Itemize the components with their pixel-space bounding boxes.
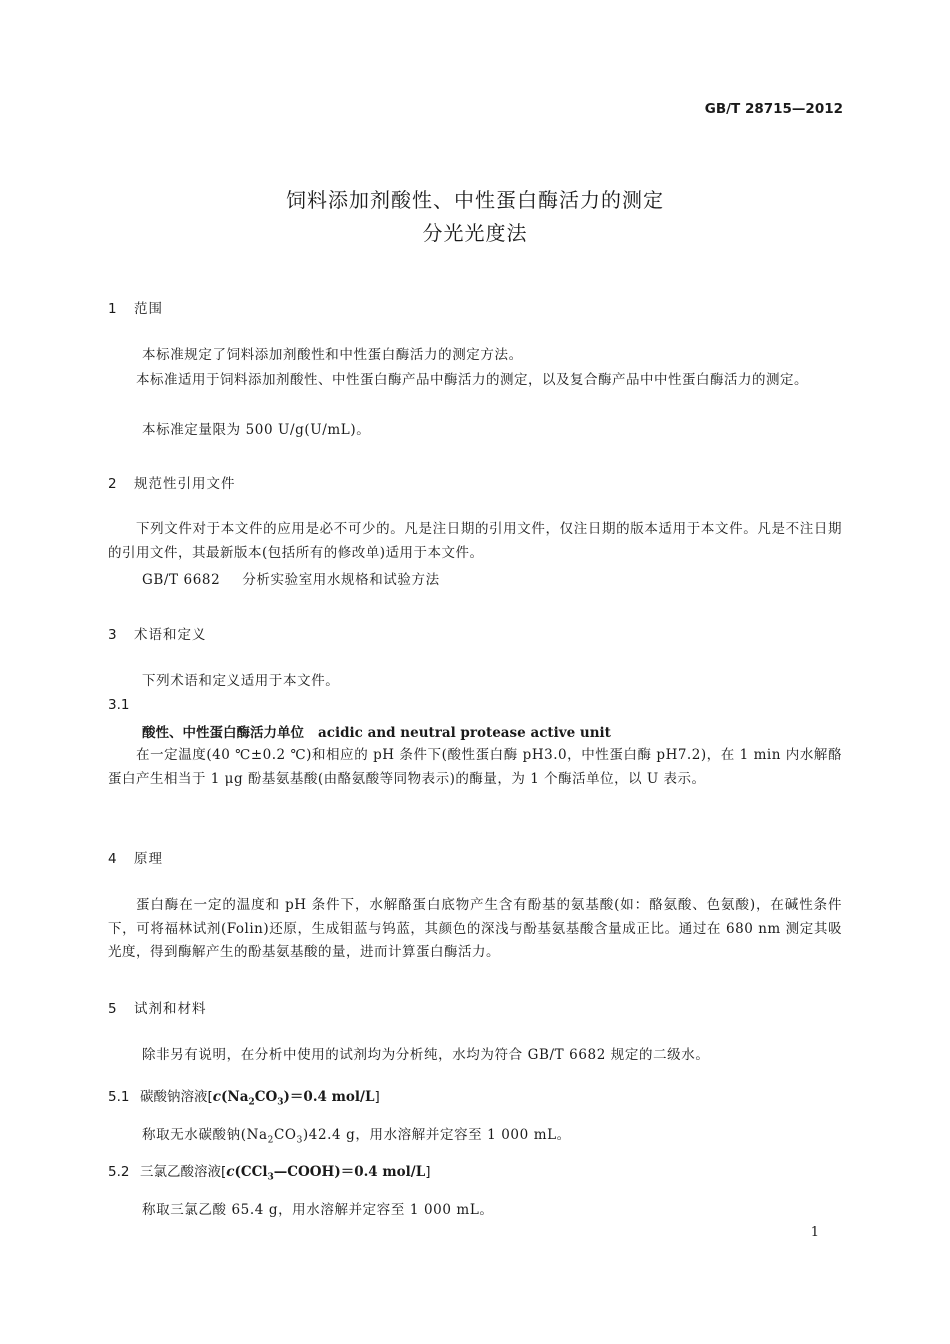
formula-part: (CCl xyxy=(234,1164,268,1180)
section-title: 范围 xyxy=(134,301,163,317)
section-2-heading xyxy=(108,472,236,492)
text-subscript: 3 xyxy=(296,1135,303,1146)
close-bracket: ] xyxy=(374,1089,380,1105)
formula-part: )＝0.4 mol/L xyxy=(283,1089,375,1105)
term-english: acidic and neutral protease active unit xyxy=(318,725,611,741)
section-5-heading xyxy=(108,997,207,1017)
reagent-name: 碳酸钠溶液 xyxy=(140,1089,208,1105)
text-part: 称取无水碳酸钠(Na xyxy=(142,1127,268,1143)
open-bracket: [ xyxy=(207,1089,213,1105)
subsection-number: 5.1 xyxy=(108,1089,130,1105)
document-subtitle: 分光光度法 xyxy=(422,221,528,245)
text-part: )42.4 g，用水溶解并定容至 1 000 mL。 xyxy=(302,1127,571,1143)
section-3-heading xyxy=(108,623,207,643)
formula-part: (Na xyxy=(221,1089,249,1105)
section-5-2-text: 称取三氯乙酸 65.4 g，用水溶解并定容至 1 000 mL。 xyxy=(142,1202,494,1218)
formula-subscript: 3 xyxy=(277,1097,284,1108)
section-4-heading xyxy=(108,847,163,867)
section-number: 4 xyxy=(108,851,117,867)
section-1-para-3: 本标准定量限为 500 U/g(U/mL)。 xyxy=(142,422,371,438)
section-title: 原理 xyxy=(134,851,163,867)
concentration-symbol: c xyxy=(212,1089,222,1105)
text-part: CO xyxy=(273,1127,297,1143)
section-1-para-2: 本标准适用于饲料添加剂酸性、中性蛋白酶产品中酶活力的测定，以及复合酶产品中中性蛋白酶活力的测定。 xyxy=(136,372,808,388)
section-title: 试剂和材料 xyxy=(134,1001,207,1017)
section-3-para-1: 下列术语和定义适用于本文件。 xyxy=(142,673,340,689)
section-1-heading xyxy=(108,297,163,317)
term-chinese: 酸性、中性蛋白酶活力单位 xyxy=(142,725,304,741)
open-bracket: [ xyxy=(221,1164,227,1180)
reference-title: 分析实验室用水规格和试验方法 xyxy=(242,572,440,588)
formula-part: —COOH)＝0.4 mol/L xyxy=(273,1164,426,1180)
reference-code: GB/T 6682 xyxy=(142,572,221,588)
section-4-para-1: 蛋白酶在一定的温度和 pH 条件下，水解酪蛋白底物产生含有酚基的氨基酸(如：酪氨酸、色氨酸)，在碱性条件下，可将福林试剂(Folin)还原，生成钼蓝与钨蓝，其颜色的深浅与酚基氨基酸含量成正比。通过在 680 nm 测定其吸光度，得到酶解产生的酚基氨基酸的量，进而计算蛋白酶活力。 xyxy=(108,897,842,960)
section-1-para-1: 本标准规定了饲料添加剂酸性和中性蛋白酶活力的测定方法。 xyxy=(142,347,523,363)
formula-part: CO xyxy=(254,1089,278,1105)
reagent-name: 三氯乙酸溶液 xyxy=(140,1164,221,1180)
page-number: 1 xyxy=(810,1225,819,1240)
text-subscript: 2 xyxy=(267,1135,274,1146)
section-number: 2 xyxy=(108,476,117,492)
term-heading xyxy=(142,721,611,741)
section-number: 3 xyxy=(108,627,117,643)
close-bracket: ] xyxy=(425,1164,431,1180)
section-2-para-1: 下列文件对于本文件的应用是必不可少的。凡是注日期的引用文件，仅注日期的版本适用于本文件。凡是不注日期的引用文件，其最新版本(包括所有的修改单)适用于本文件。 xyxy=(108,521,842,561)
section-5-1-text xyxy=(142,1124,571,1153)
concentration-symbol: c xyxy=(226,1164,235,1180)
section-5-para-1: 除非另有说明，在分析中使用的试剂均为分析纯，水均为符合 GB/T 6682 规定的二级水。 xyxy=(142,1047,710,1063)
normative-reference xyxy=(142,569,440,592)
section-number: 5 xyxy=(108,1001,117,1017)
standard-code: GB/T 28715—2012 xyxy=(704,101,843,117)
formula-subscript: 3 xyxy=(267,1172,274,1183)
subsection-number: 5.2 xyxy=(108,1164,130,1180)
document-title: 饲料添加剂酸性、中性蛋白酶活力的测定 xyxy=(286,188,664,212)
subsection-5-1-heading xyxy=(108,1085,380,1108)
term-definition: 在一定温度(40 ℃±0.2 ℃)和相应的 pH 条件下(酸性蛋白酶 pH3.0，中性蛋白酶 pH7.2)，在 1 min 内水解酪蛋白产生相当于 1 μg 酚基氨基酸(由酪氨酸等同物表示)的酶量，为 1 个酶活单位，以 U 表示。 xyxy=(108,747,842,787)
subsection-5-2-heading xyxy=(108,1160,431,1183)
subsection-3-1-number: 3.1 xyxy=(108,697,130,713)
section-title: 术语和定义 xyxy=(134,627,207,643)
section-title: 规范性引用文件 xyxy=(134,476,236,492)
formula-subscript: 2 xyxy=(248,1097,255,1108)
section-number: 1 xyxy=(108,301,117,317)
